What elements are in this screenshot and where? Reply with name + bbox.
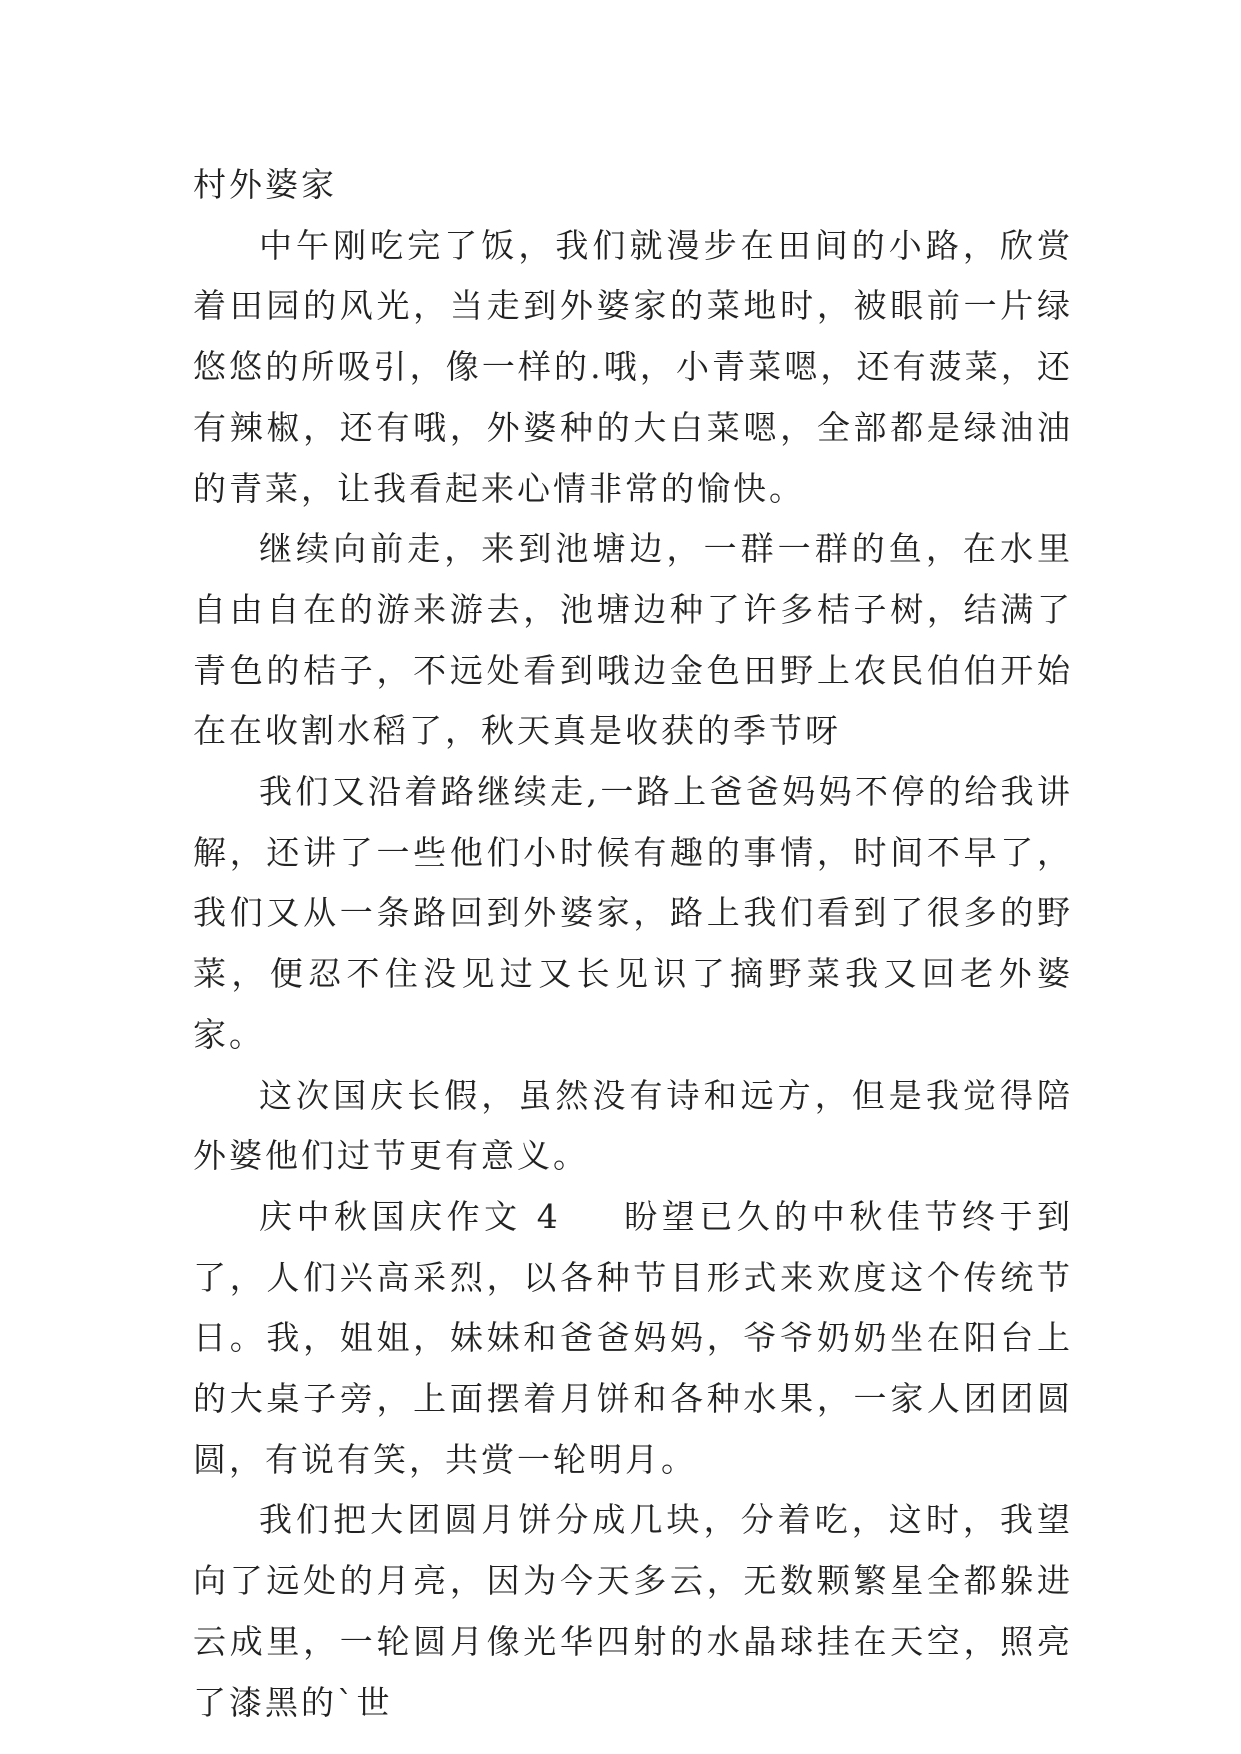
paragraph-walk-back: 我们又沿着路继续走,一路上爸爸妈妈不停的给我讲解，还讲了一些他们小时候有趣的事情，时间不早了，我们又从一条路回到外婆家，路上我们看到了很多的野菜，便忍不住没见过又长见识了摘野菜我又回老外婆家。 (193, 772, 1073, 1054)
paragraph-title-line: 村外婆家 (193, 165, 337, 204)
essay-4-text: 盼望已久的中秋佳节终于到了，人们兴高采烈，以各种节目形式来欢度这个传统节日。我，姐姐，妹妹和爸爸妈妈，爷爷奶奶坐在阳台上的大桌子旁，上面摆着月饼和各种水果，一家人团团圆圆，有说有笑，共赏一轮明月。 (193, 1196, 1073, 1479)
paragraph-conclusion: 这次国庆长假，虽然没有诗和远方，但是我觉得陪外婆他们过节更有意义。 (193, 1075, 1073, 1176)
paragraph-vegetable-garden: 中午刚吃完了饭，我们就漫步在田间的小路，欣赏着田园的风光，当走到外婆家的菜地时，被眼前一片绿悠悠的所吸引，像一样的.哦，小青菜嗯，还有菠菜，还有辣椒，还有哦，外婆种的大白菜嗯，全部都是绿油油的青菜，让我看起来心情非常的愉快。 (193, 225, 1073, 508)
paragraph-mooncake: 我们把大团圆月饼分成几块，分着吃，这时，我望向了远处的月亮，因为今天多云，无数颗繁星全都躲进云成里，一轮圆月像光华四射的水晶球挂在天空，照亮了漆黑的`世 (193, 1500, 1073, 1722)
paragraph-essay-4 (193, 1187, 1073, 1491)
paragraph-pond: 继续向前走，来到池塘边，一群一群的鱼，在水里自由自在的游来游去，池塘边种了许多桔子树，结满了青色的桔子，不远处看到哦边金色田野上农民伯伯开始在在收割水稻了，秋天真是收获的季节呀 (193, 529, 1073, 751)
essay-heading: 庆中秋国庆作文 4 (259, 1196, 561, 1236)
document-body (193, 155, 1073, 1733)
